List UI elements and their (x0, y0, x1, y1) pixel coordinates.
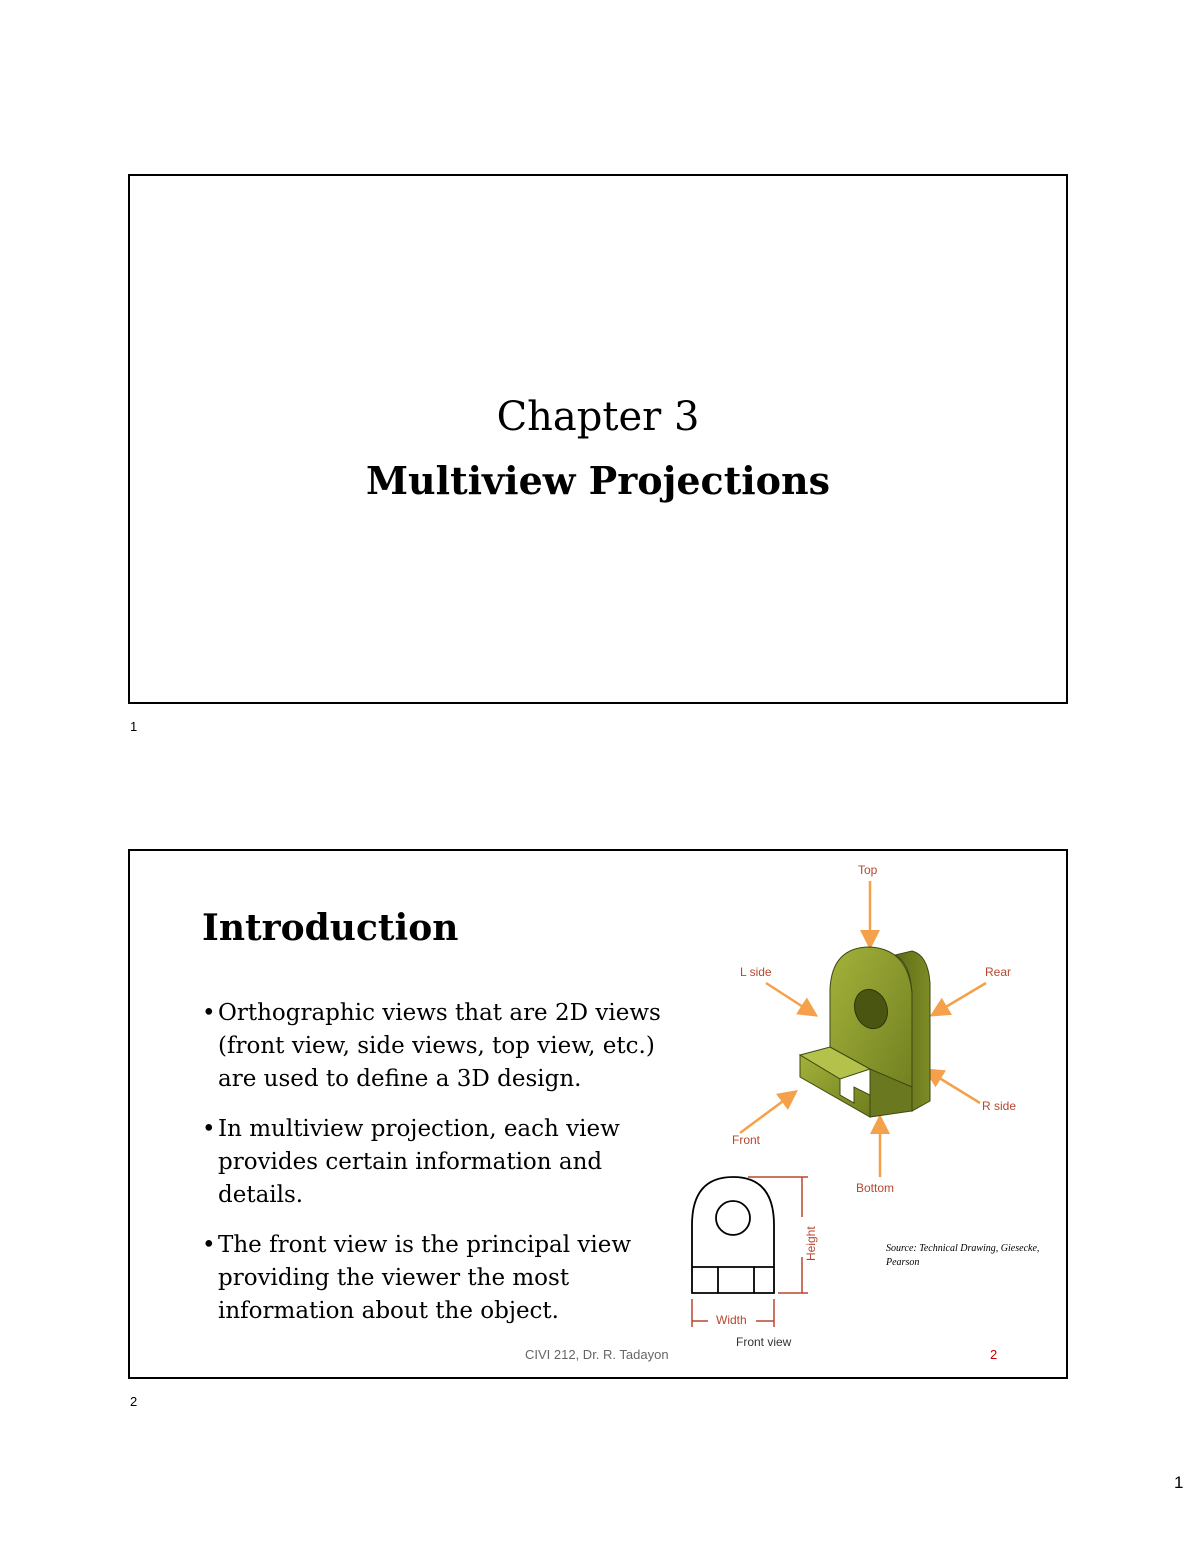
bullet-list (202, 997, 692, 1345)
source-note: Source: Technical Drawing, Giesecke, Pearson (886, 1243, 1040, 1268)
front-label: Front (732, 1133, 761, 1147)
slide-label: 1 (130, 719, 138, 734)
slide-title (128, 174, 1068, 704)
front-view-drawing (692, 1177, 774, 1293)
slide-number: 2 (990, 1347, 998, 1362)
bottom-label: Bottom (856, 1181, 895, 1195)
dimension-lines (692, 1177, 808, 1327)
front-arrow (740, 1093, 794, 1133)
top-label: Top (858, 863, 878, 877)
page-number: 1 (1174, 1473, 1184, 1492)
l-side-arrow (766, 983, 814, 1014)
slide-heading: Introduction (202, 907, 459, 949)
chapter-title: Multiview Projections (365, 458, 831, 503)
bullet-item: • In multiview projection, each view provides certain information and details. (202, 1116, 620, 1208)
width-label: Width (716, 1313, 747, 1327)
l-side-label: L side (740, 965, 772, 979)
r-side-label: R side (982, 1099, 1017, 1113)
chapter-label: Chapter 3 (496, 394, 700, 440)
slide-label: 2 (130, 1394, 138, 1409)
height-label: Height (804, 1226, 818, 1261)
rear-label: Rear (985, 965, 1012, 979)
bullet-item: • The front view is the principal view providing the viewer the most information about the object. (202, 1232, 632, 1324)
slide-introduction (128, 849, 1068, 1379)
slide-footer: CIVI 212, Dr. R. Tadayon (525, 1347, 669, 1362)
multiview-figure (690, 851, 1060, 1351)
front-view-label: Front view (736, 1335, 792, 1349)
bullet-item: • Orthographic views that are 2D views (front view, side views, top view, etc.) are used to define a 3D design. (202, 1000, 661, 1092)
r-side-arrow (928, 1071, 980, 1103)
bracket-solid (800, 947, 930, 1117)
rear-arrow (934, 983, 986, 1014)
